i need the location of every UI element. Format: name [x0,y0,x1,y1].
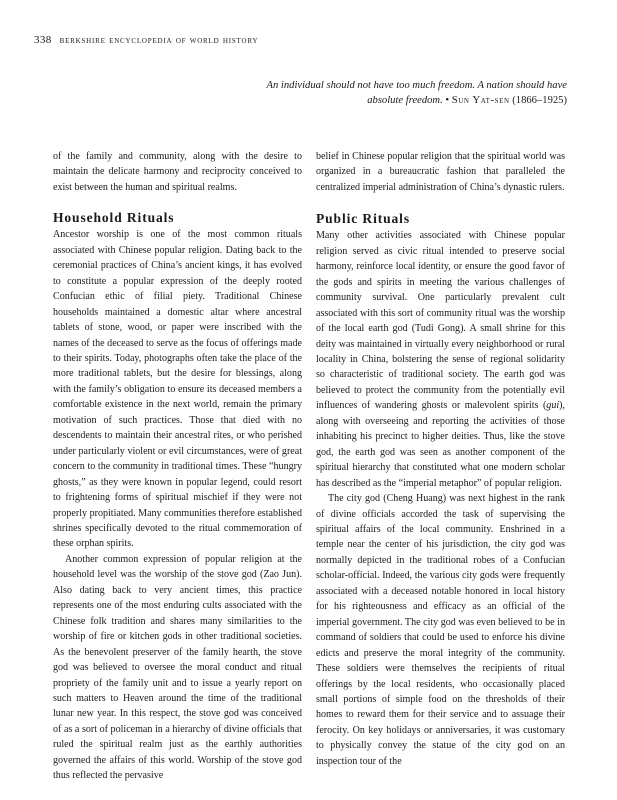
epigraph-bullet: • [445,95,450,106]
page-number: 338 [34,34,52,46]
section-heading-public-rituals: Public Rituals [316,211,410,227]
body-paragraph: Ancestor worship is one of the most common rituals associated with Chinese popular religion. Dating back to the ceremonial practices of China’s ancient kings, it has evolved to constitute a popular expression of the deeply rooted Confucian ethic of filial piety. Traditional Chinese households maintained a domestic altar where ancestral tablets of stone, wood, or paper were inscribed with the names of the deceased to serve as the focus of offerings made to their spirits. Today, photographs often take the place of the more traditional tablets, but the desire for blessings, along with the family’s obligation to ensure its deceased members a comfortable existence in the next world, remain the primary motivation of such practices. Those that died with no descendents to maintain their ancestral rites, or who perished under particularly violent or evil circumstances, were of great concern to the community in traditional times. These “hungry ghosts,” as they were known in popular legend, could resort to frightening forms of spiritual mischief if they were not properly propitiated. Many communities therefore established shrines specifically devoted to the ritual commemoration of these orphan spirits. [53,229,302,550]
right-column [316,149,565,769]
epigraph [247,78,567,108]
epigraph-years: (1866–1925) [512,95,567,106]
section-heading-household-rituals: Household Rituals [53,210,175,226]
epigraph-quote: An individual should not have too much freedom. A nation should have absolute freedom. [266,80,567,106]
running-header [34,34,258,46]
body-paragraph [316,228,565,491]
italic-term: gui [546,400,560,412]
epigraph-author: Sun Yat-sen [451,95,510,106]
body-paragraph: Another common expression of popular religion at the household level was the worship of the stove god (Zao Jun). Also dating back to very ancient times, this practice represents one of the most enduring cults associated with the Chinese folk tradition and shares many similarities to the worship of fire or kitchen gods in other traditional societies. As the benevolent preserver of the family hearth, the stove god was believed to oversee the moral conduct and ritual propriety of the family unit and to issue a yearly report on such matters to Heaven around the time of the traditional lunar new year. In this respect, the stove god was conceived of as a sort of policeman in a hierarchy of divine officials that ruled the spiritual realm just as the earthly authorities governed the affairs of this world. Worship of the stove god thus reflected the pervasive [53,553,302,782]
left-column [53,149,302,784]
left-intro-paragraph: of the family and community, along with the desire to maintain the delicate harmony and reciprocity conceived to exist between the human and spiritual realms. [53,151,302,193]
epigraph-attribution [445,95,567,106]
right-intro-paragraph: belief in Chinese popular religion that the spiritual world was organized in a bureaucratic fashion that paralleled the centralized imperial administration of China’s dynastic rulers. [316,151,565,193]
body-paragraph: The city god (Cheng Huang) was next highest in the rank of divine officials accorded the task of supervising the spiritual affairs of the local community. Enshrined in a temple near the center of his jurisdiction, the city god was normally depicted in the traditional robes of a Confucian scholar-official. Indeed, the various city gods were frequently associated with a deceased notable honored in local history for his righteousness and efficacy as an official of the imperial government. The city god was even believed to be in command of soldiers that could be used to enforce his divine edicts and preserve the moral integrity of the community. These soldiers were themselves the recipients of ritual offerings by the local residents, who occasionally placed small portions of simple food on the thresholds of their homes to reward them for their service and to assuage their ferocity. On key holidays or anniversaries, it was customary to physically convey the statue of the city god on an inspection tour of the [316,493,565,767]
publication-title: berkshire encyclopedia of world history [59,35,259,46]
text-run: Many other activities associated with Chinese popular religion served as civic ritual intended to preserve social harmony, reinforce local identity, or ensure the good favor of the gods and spirits in meeting the various challenges of community survival. One particularly prevalent cult associated with this sort of community ritual was the worship of the local earth god (Tudi Gong). A small shrine for this deity was maintained in virtually every neighborhood or rural locality in China, bolstering the sense of regional solidarity so characteristic of traditional society. The earth god was believed to protect the community from the potentially evil influences of wandering ghosts or malevolent spirits ( [316,230,565,412]
text-run: ), along with overseeing and reporting the activities of those inhabiting his precinct to higher deities. Thus, like the stove god, the earth god was seen as another component of the spiritual hierarchy that constituted what one modern scholar has described as the “imperial metaphor” of popular religion. [316,400,565,489]
